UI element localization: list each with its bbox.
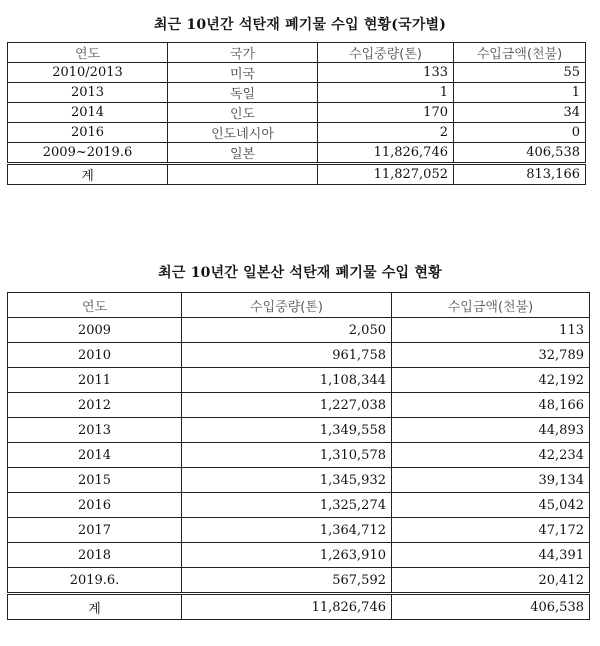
cell-weight: 2,050	[182, 318, 392, 343]
cell-amount: 47,172	[392, 518, 590, 543]
cell-amount: 0	[454, 123, 586, 143]
cell-weight: 1,364,712	[182, 518, 392, 543]
cell-weight: 1,263,910	[182, 543, 392, 568]
cell-country: 인도네시아	[168, 123, 318, 143]
cell-weight: 133	[318, 63, 454, 83]
table-row	[8, 318, 590, 343]
total-row	[8, 594, 590, 620]
table-row	[8, 63, 586, 83]
cell-amount: 39,134	[392, 468, 590, 493]
total-amount: 406,538	[392, 594, 590, 620]
table-header-row	[8, 43, 586, 63]
cell-year: 2010	[8, 343, 182, 368]
country-import-table-title: 최근 10년간 석탄재 폐기물 수입 현황(국가별)	[153, 17, 447, 33]
cell-weight: 1	[318, 83, 454, 103]
cell-weight: 170	[318, 103, 454, 123]
table-row	[8, 518, 590, 543]
cell-year: 2014	[8, 443, 182, 468]
table-row	[8, 568, 590, 594]
cell-amount: 32,789	[392, 343, 590, 368]
cell-weight: 1,325,274	[182, 493, 392, 518]
header-weight: 수입중량(톤)	[182, 293, 392, 318]
cell-amount: 1	[454, 83, 586, 103]
cell-amount: 45,042	[392, 493, 590, 518]
cell-amount: 42,192	[392, 368, 590, 393]
cell-year: 2018	[8, 543, 182, 568]
cell-amount: 406,538	[454, 143, 586, 164]
total-weight: 11,827,052	[318, 164, 454, 185]
cell-weight: 1,310,578	[182, 443, 392, 468]
cell-year: 2016	[8, 493, 182, 518]
cell-year: 2012	[8, 393, 182, 418]
table-row	[8, 83, 586, 103]
cell-weight: 11,826,746	[318, 143, 454, 164]
cell-amount: 44,893	[392, 418, 590, 443]
cell-country: 미국	[168, 63, 318, 83]
cell-weight: 567,592	[182, 568, 392, 594]
total-weight: 11,826,746	[182, 594, 392, 620]
total-label: 계	[8, 164, 168, 185]
cell-year: 2009	[8, 318, 182, 343]
cell-year: 2016	[8, 123, 168, 143]
cell-amount: 113	[392, 318, 590, 343]
cell-year: 2014	[8, 103, 168, 123]
japan-import-table	[7, 292, 590, 620]
cell-year: 2009~2019.6	[8, 143, 168, 164]
table-row	[8, 493, 590, 518]
cell-amount: 34	[454, 103, 586, 123]
cell-weight: 1,227,038	[182, 393, 392, 418]
cell-weight: 1,349,558	[182, 418, 392, 443]
cell-amount: 20,412	[392, 568, 590, 594]
table-row	[8, 468, 590, 493]
japan-import-table-title: 최근 10년간 일본산 석탄재 폐기물 수입 현황	[158, 265, 442, 281]
total-label: 계	[8, 594, 182, 620]
table-header-row	[8, 293, 590, 318]
total-amount: 813,166	[454, 164, 586, 185]
cell-country: 인도	[168, 103, 318, 123]
header-amount: 수입금액(천불)	[392, 293, 590, 318]
cell-country: 일본	[168, 143, 318, 164]
header-year: 연도	[8, 43, 168, 63]
table-row	[8, 443, 590, 468]
cell-weight: 1,108,344	[182, 368, 392, 393]
table-row	[8, 543, 590, 568]
cell-amount: 42,234	[392, 443, 590, 468]
cell-amount: 44,391	[392, 543, 590, 568]
header-year: 연도	[8, 293, 182, 318]
table-row	[8, 393, 590, 418]
table-row	[8, 343, 590, 368]
cell-year: 2019.6.	[8, 568, 182, 594]
cell-country-empty	[168, 164, 318, 185]
cell-year: 2011	[8, 368, 182, 393]
cell-weight: 961,758	[182, 343, 392, 368]
cell-year: 2017	[8, 518, 182, 543]
header-country: 국가	[168, 43, 318, 63]
cell-year: 2013	[8, 418, 182, 443]
header-amount: 수입금액(천불)	[454, 43, 586, 63]
cell-weight: 1,345,932	[182, 468, 392, 493]
table-row	[8, 143, 586, 164]
table-row	[8, 123, 586, 143]
table-row	[8, 368, 590, 393]
header-weight: 수입중량(톤)	[318, 43, 454, 63]
cell-year: 2010/2013	[8, 63, 168, 83]
country-import-table	[7, 42, 586, 185]
cell-amount: 48,166	[392, 393, 590, 418]
cell-amount: 55	[454, 63, 586, 83]
cell-year: 2015	[8, 468, 182, 493]
total-row	[8, 164, 586, 185]
cell-country: 독일	[168, 83, 318, 103]
table-row	[8, 103, 586, 123]
cell-year: 2013	[8, 83, 168, 103]
table-row	[8, 418, 590, 443]
cell-weight: 2	[318, 123, 454, 143]
